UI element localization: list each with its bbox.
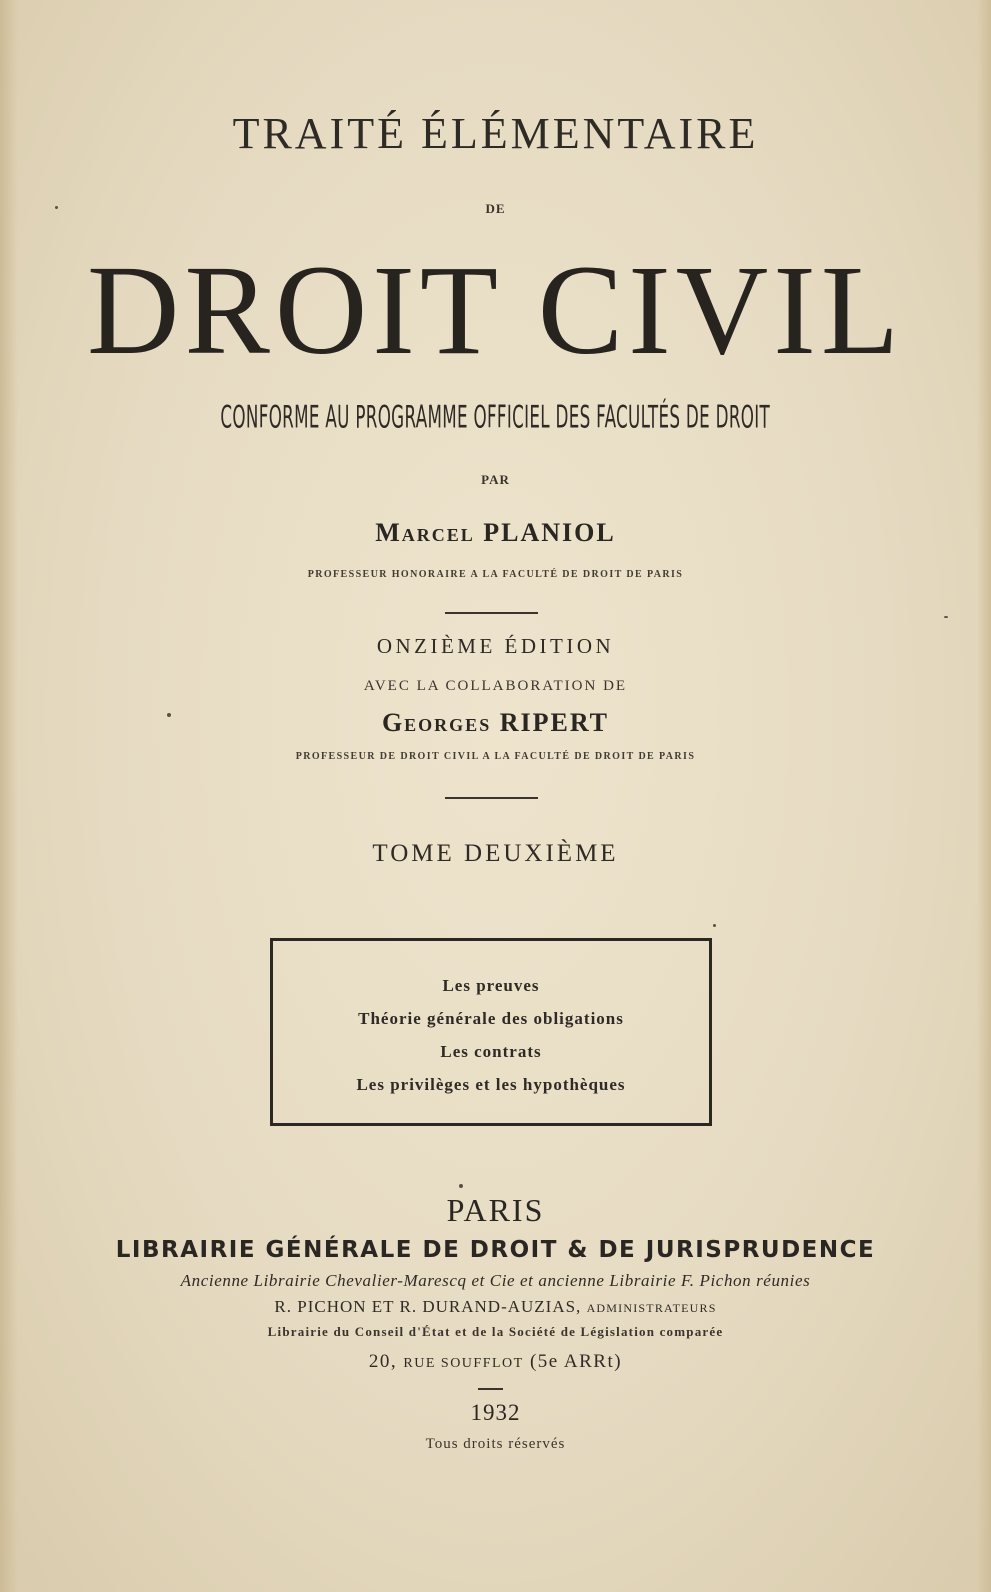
paper-speck (944, 616, 948, 618)
address-street: RUE SOUFFLOT (403, 1356, 524, 1371)
contents-list (273, 969, 709, 1101)
contents-item: Les privilèges et les hypothèques (356, 1075, 626, 1094)
volume-label: TOME DEUXIÈME (372, 840, 619, 867)
contents-item: Les contrats (440, 1042, 542, 1061)
administrators-names: R. PICHON ET R. DURAND-AUZIAS, (274, 1297, 582, 1316)
paper-speck (459, 1184, 463, 1188)
library-note: Librairie du Conseil d'État et de la Société de Législation comparée (267, 1324, 724, 1339)
main-heading: TRAITÉ ÉLÉMENTAIRE (232, 109, 759, 158)
contents-item: Les preuves (442, 976, 540, 995)
collaboration-intro: AVEC LA COLLABORATION DE (363, 678, 628, 694)
publication-city: PARIS (446, 1192, 545, 1228)
divider-rule (445, 797, 538, 799)
by-text: PAR (481, 472, 510, 487)
contents-item: Théorie générale des obligations (358, 1009, 624, 1028)
administrators-role: ADMINISTRATEURS (586, 1301, 717, 1315)
address-number: 20, (368, 1351, 398, 1372)
address-district: (5e ARRt) (529, 1351, 623, 1372)
author-title: PROFESSEUR HONORAIRE A LA FACULTÉ DE DROIT DE PARIS (307, 569, 684, 580)
collaborator-name: Georges RIPERT (381, 708, 610, 737)
rights-notice: Tous droits réservés (425, 1436, 566, 1452)
book-subject: DROIT CIVIL (87, 239, 904, 381)
connector-text: DE (485, 201, 506, 216)
divider-rule (445, 612, 538, 614)
contents-box (270, 938, 712, 1126)
former-publishers: Ancienne Librairie Chevalier-Marescq et Cie et ancienne Librairie F. Pichon réunies (180, 1271, 811, 1290)
administrators-line (0, 1297, 991, 1317)
author-name: Marcel PLANIOL (375, 518, 616, 547)
conformity-text: CONFORME AU PROGRAMME OFFICIEL DES FACULTÉS DE DROIT (220, 399, 771, 436)
collaborator-title: PROFESSEUR DE DROIT CIVIL A LA FACULTÉ DE DROIT DE PARIS (295, 751, 696, 762)
conformity-line (0, 399, 991, 436)
publication-year: 1932 (470, 1400, 521, 1425)
paper-speck (713, 924, 716, 927)
publisher-name: LIBRAIRIE GÉNÉRALE DE DROIT & DE JURISPRUDENCE (115, 1237, 876, 1263)
short-divider (478, 1388, 503, 1390)
publisher-address (0, 1351, 991, 1373)
edition-label: ONZIÈME ÉDITION (376, 634, 615, 658)
